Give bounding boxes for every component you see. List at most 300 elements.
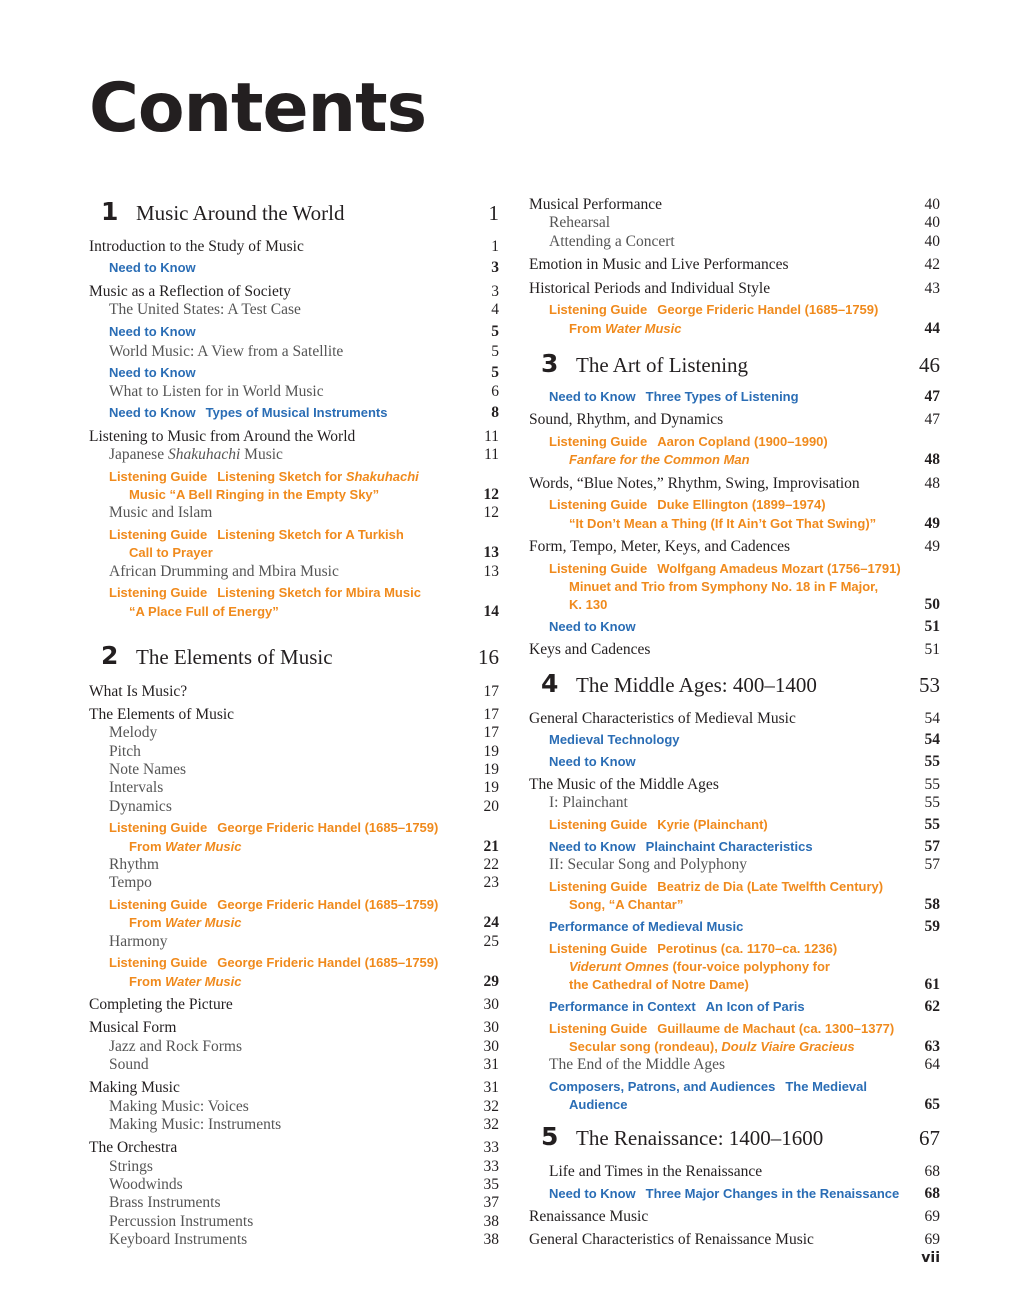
entry-italic-title: Fanfare for the Common Man (569, 452, 750, 467)
toc-subentry[interactable] (89, 724, 499, 742)
toc-entry[interactable] (529, 538, 940, 556)
listening-guide-continued[interactable] (89, 603, 499, 621)
entry-page-number: 14 (483, 603, 499, 620)
listening-guide-entry[interactable] (529, 301, 940, 319)
toc-subentry[interactable] (89, 1176, 499, 1194)
entry-text: Performance of Medieval Music (549, 919, 744, 934)
entry-text: Listening Sketch for A Turkish (217, 527, 404, 542)
entry-page-number: 57 (924, 856, 940, 873)
listening-guide-continued[interactable] (529, 451, 940, 469)
entry-text: Harmony (109, 933, 168, 950)
entry-text: George Frideric Handel (1685–1759) (217, 820, 439, 835)
chapter-title: The Middle Ages: 400–1400 (576, 673, 817, 697)
entry-page-number: 13 (483, 563, 499, 580)
entry-text: From (569, 321, 606, 336)
entry-text: Sound (109, 1056, 149, 1073)
entry-label: Performance in Context (549, 999, 696, 1014)
entry-text: The Orchestra (89, 1139, 178, 1156)
toc-subentry[interactable] (89, 301, 499, 319)
toc-entry[interactable] (89, 1019, 499, 1037)
entry-page-number: 20 (483, 798, 499, 815)
entry-text: II: Secular Song and Polyphony (549, 856, 748, 873)
entry-page-number: 40 (924, 233, 940, 250)
entry-text: Audience (569, 1097, 628, 1112)
entry-page-number: 37 (483, 1194, 499, 1211)
entry-page-number: 17 (483, 706, 499, 723)
entry-page-number: 61 (924, 976, 940, 993)
entry-label: Listening Guide (549, 941, 648, 956)
entry-page-number: 5 (491, 323, 499, 340)
toc-subentry[interactable] (89, 1194, 499, 1212)
entry-text: Intervals (109, 779, 164, 796)
entry-label: Listening Guide (109, 585, 208, 600)
entry-text: Types of Musical Instruments (205, 405, 388, 420)
entry-text: African Drumming and Mbira Music (109, 563, 339, 580)
toc-subentry[interactable] (89, 383, 499, 401)
entry-text: “It Don’t Mean a Thing (If It Ain’t Got That Swing)” (569, 516, 877, 531)
entry-text: An Icon of Paris (705, 999, 805, 1014)
entry-page-number: 24 (483, 914, 499, 931)
entry-text: Emotion in Music and Live Performances (529, 256, 789, 273)
entry-text: Rhythm (109, 856, 159, 873)
entry-text: The United States: A Test Case (109, 301, 301, 318)
feature-entry[interactable] (529, 1185, 940, 1203)
entry-page-number: 51 (924, 641, 940, 658)
entry-label: Listening Guide (549, 1021, 648, 1036)
feature-entry[interactable] (529, 918, 940, 936)
chapter-page-number: 67 (919, 1126, 940, 1150)
entry-text: Dynamics (109, 798, 172, 815)
chapter-heading[interactable] (89, 641, 499, 671)
chapter-page-number: 16 (478, 645, 499, 669)
entry-label: Listening Guide (549, 302, 648, 317)
entry-page-number: 35 (483, 1176, 499, 1193)
entry-text: Music (240, 446, 283, 463)
toc-subentry[interactable] (89, 446, 499, 464)
page-number: vii (921, 1250, 940, 1266)
entry-italic-title: Viderunt Omnes (569, 959, 669, 974)
entry-text: Song, “A Chantar” (569, 897, 684, 912)
entry-page-number: 23 (483, 874, 499, 891)
entry-page-number: 69 (924, 1231, 940, 1248)
listening-guide-continued[interactable] (529, 976, 940, 994)
chapter-number: 2 (101, 641, 119, 670)
chapter-title: The Art of Listening (576, 353, 749, 377)
entry-page-number: 44 (924, 320, 940, 337)
toc-subentry[interactable] (89, 1098, 499, 1116)
entry-text: Pitch (109, 743, 141, 760)
entry-text: The End of the Middle Ages (549, 1056, 726, 1073)
entry-page-number: 49 (924, 538, 940, 555)
entry-page-number: 8 (491, 404, 499, 421)
listening-guide-entry[interactable] (89, 896, 499, 914)
listening-guide-entry[interactable] (89, 468, 499, 486)
listening-guide-entry[interactable] (529, 878, 940, 896)
entry-label: Listening Guide (549, 434, 648, 449)
entry-page-number: 58 (924, 896, 940, 913)
entry-page-number: 49 (924, 515, 940, 532)
entry-page-number: 55 (924, 794, 940, 811)
toc-subentry[interactable] (89, 761, 499, 779)
chapter-page-number: 1 (488, 201, 499, 225)
feature-entry[interactable] (529, 618, 940, 636)
entry-page-number: 19 (483, 779, 499, 796)
feature-entry[interactable] (529, 388, 940, 406)
entry-text: Music “A Bell Ringing in the Empty Sky” (129, 487, 380, 502)
listening-guide-continued[interactable] (89, 486, 499, 504)
entry-text: Need to Know (109, 324, 196, 339)
listening-guide-entry[interactable] (89, 584, 499, 602)
entry-page-number: 11 (484, 428, 499, 445)
listening-guide-entry[interactable] (89, 954, 499, 972)
entry-label: Listening Guide (549, 497, 648, 512)
toc-entry[interactable] (529, 475, 940, 493)
toc-subentry[interactable] (89, 856, 499, 874)
entry-text: Keys and Cadences (529, 641, 651, 658)
entry-page-number: 33 (483, 1158, 499, 1175)
entry-page-number: 47 (924, 411, 940, 428)
entry-text: the Cathedral of Notre Dame) (569, 977, 749, 992)
page-title: Contents (89, 69, 427, 148)
entry-text: Japanese (109, 446, 168, 463)
entry-label: Listening Guide (109, 527, 208, 542)
toc-entry[interactable] (529, 196, 940, 214)
listening-guide-entry[interactable] (529, 940, 940, 958)
listening-guide-continued[interactable] (529, 320, 940, 338)
toc-subentry[interactable] (529, 794, 940, 812)
entry-italic-title: Doulz Viaire Gracieus (721, 1039, 855, 1054)
toc-subentry[interactable] (89, 874, 499, 892)
chapter-heading[interactable] (529, 349, 940, 379)
entry-text: Aaron Copland (1900–1990) (657, 434, 828, 449)
toc-entry[interactable] (529, 280, 940, 298)
toc-entry[interactable] (89, 1139, 499, 1157)
entry-page-number: 43 (924, 280, 940, 297)
listening-guide-entry[interactable] (529, 560, 940, 578)
entry-italic-title: Water Music (605, 321, 682, 336)
entry-page-number: 12 (483, 486, 499, 503)
listening-guide-continued[interactable] (529, 896, 940, 914)
entry-page-number: 48 (924, 451, 940, 468)
entry-text: Rehearsal (549, 214, 611, 231)
toc-entry[interactable] (529, 411, 940, 429)
toc-entry[interactable] (529, 1208, 940, 1226)
entry-text: I: Plainchant (549, 794, 628, 811)
toc-subentry[interactable] (89, 743, 499, 761)
entry-text: Perotinus (ca. 1170–ca. 1236) (657, 941, 838, 956)
entry-page-number: 3 (491, 283, 499, 300)
entry-page-number: 32 (483, 1116, 499, 1133)
chapter-heading[interactable] (529, 669, 940, 699)
entry-page-number: 40 (924, 214, 940, 231)
entry-text: Music and Islam (109, 504, 213, 521)
entry-text: Need to Know (109, 260, 196, 275)
toc-subentry[interactable] (89, 1158, 499, 1176)
toc-entry[interactable] (529, 1231, 940, 1249)
entry-text: George Frideric Handel (1685–1759) (657, 302, 879, 317)
toc-subentry[interactable] (529, 233, 940, 251)
feature-entry[interactable] (89, 323, 499, 341)
entry-page-number: 51 (924, 618, 940, 635)
entry-page-number: 11 (484, 446, 499, 463)
entry-text: Words, “Blue Notes,” Rhythm, Swing, Improvisation (529, 475, 860, 492)
chapter-heading[interactable] (89, 197, 499, 227)
listening-guide-continued[interactable] (89, 973, 499, 991)
toc-subentry[interactable] (89, 1116, 499, 1134)
entry-text: Kyrie (Plainchant) (657, 817, 768, 832)
entry-page-number: 50 (924, 596, 940, 613)
chapter-title: The Renaissance: 1400–1600 (576, 1126, 824, 1150)
entry-text: What to Listen for in World Music (109, 383, 324, 400)
toc-entry[interactable] (89, 706, 499, 724)
entry-page-number: 54 (924, 710, 940, 727)
entry-text: Completing the Picture (89, 996, 233, 1013)
listening-guide-entry[interactable] (89, 526, 499, 544)
entry-text: Making Music: Instruments (109, 1116, 282, 1133)
toc-subentry[interactable] (529, 214, 940, 232)
entry-text: Life and Times in the Renaissance (549, 1163, 763, 1180)
entry-text: Secular song (rondeau), (569, 1039, 722, 1054)
listening-guide-continued[interactable] (529, 1038, 940, 1056)
entry-text: (four-voice polyphony for (668, 959, 830, 974)
entry-page-number: 55 (924, 816, 940, 833)
toc-subentry[interactable] (89, 1038, 499, 1056)
entry-text: Strings (109, 1158, 153, 1175)
entry-text: Musical Form (89, 1019, 177, 1036)
entry-text: From (129, 839, 166, 854)
entry-text: General Characteristics of Medieval Music (529, 710, 796, 727)
entry-text: Attending a Concert (549, 233, 675, 250)
chapter-page-number: 46 (919, 353, 940, 377)
entry-page-number: 30 (483, 1038, 499, 1055)
entry-text: Three Types of Listening (645, 389, 799, 404)
toc-subentry[interactable] (89, 933, 499, 951)
toc-subentry[interactable] (89, 779, 499, 797)
entry-text: Sound, Rhythm, and Dynamics (529, 411, 724, 428)
listening-guide-continued[interactable] (529, 958, 940, 976)
entry-text: Call to Prayer (129, 545, 213, 560)
entry-page-number: 32 (483, 1098, 499, 1115)
entry-page-number: 57 (924, 838, 940, 855)
entry-label: Listening Guide (109, 955, 208, 970)
entry-text: Plainchaint Characteristics (645, 839, 813, 854)
entry-text: Musical Performance (529, 196, 662, 213)
entry-text: World Music: A View from a Satellite (109, 343, 344, 360)
toc-subentry[interactable] (529, 1163, 940, 1181)
listening-guide-entry[interactable] (89, 819, 499, 837)
toc-subentry[interactable] (89, 343, 499, 361)
chapter-title: Music Around the World (136, 201, 345, 225)
entry-page-number: 5 (491, 343, 499, 360)
entry-page-number: 38 (483, 1213, 499, 1230)
listening-guide-continued[interactable] (89, 838, 499, 856)
entry-label: Listening Guide (549, 561, 648, 576)
entry-text: Guillaume de Machaut (ca. 1300–1377) (657, 1021, 895, 1036)
listening-guide-continued[interactable] (529, 578, 940, 596)
entry-page-number: 31 (483, 1079, 499, 1096)
listening-guide-continued[interactable] (529, 596, 940, 614)
toc-entry[interactable] (529, 256, 940, 274)
feature-entry[interactable] (89, 364, 499, 382)
entry-label: Listening Guide (549, 879, 648, 894)
entry-text: Melody (109, 724, 158, 741)
entry-page-number: 42 (924, 256, 940, 273)
feature-entry[interactable] (529, 998, 940, 1016)
entry-text: Jazz and Rock Forms (109, 1038, 243, 1055)
entry-page-number: 48 (924, 475, 940, 492)
entry-page-number: 19 (483, 761, 499, 778)
entry-page-number: 12 (483, 504, 499, 521)
entry-text: Form, Tempo, Meter, Keys, and Cadences (529, 538, 791, 555)
toc-subentry[interactable] (89, 798, 499, 816)
entry-label: Need to Know (549, 839, 636, 854)
chapter-number: 4 (541, 669, 559, 698)
feature-entry[interactable] (529, 838, 940, 856)
chapter-heading[interactable] (529, 1122, 940, 1152)
entry-page-number: 22 (483, 856, 499, 873)
toc-entry[interactable] (529, 710, 940, 728)
entry-text: Renaissance Music (529, 1208, 649, 1225)
entry-page-number: 31 (483, 1056, 499, 1073)
entry-page-number: 64 (924, 1056, 940, 1073)
entry-text: Listening Sketch for Mbira Music (217, 585, 421, 600)
entry-label: Listening Guide (109, 897, 208, 912)
entry-text: Three Major Changes in the Renaissance (645, 1186, 900, 1201)
entry-text: Note Names (109, 761, 187, 778)
listening-guide-entry[interactable] (529, 816, 940, 834)
entry-page-number: 55 (924, 776, 940, 793)
entry-page-number: 1 (491, 238, 499, 255)
entry-page-number: 55 (924, 753, 940, 770)
entry-text: Need to Know (549, 619, 636, 634)
entry-page-number: 68 (924, 1185, 940, 1202)
entry-text: From (129, 974, 166, 989)
listening-guide-continued[interactable] (89, 544, 499, 562)
entry-text: Listening Sketch for (217, 469, 346, 484)
toc-entry[interactable] (89, 238, 499, 256)
entry-page-number: 3 (491, 259, 499, 276)
toc-entry[interactable] (89, 283, 499, 301)
entry-page-number: 47 (924, 388, 940, 405)
entry-page-number: 38 (483, 1231, 499, 1248)
feature-entry[interactable] (529, 1078, 940, 1096)
feature-entry[interactable] (529, 731, 940, 749)
entry-page-number: 65 (924, 1096, 940, 1113)
chapter-number: 1 (101, 197, 119, 226)
entry-page-number: 40 (924, 196, 940, 213)
toc-subentry[interactable] (529, 856, 940, 874)
entry-page-number: 69 (924, 1208, 940, 1225)
entry-text: Beatriz de Dia (Late Twelfth Century) (657, 879, 884, 894)
entry-text: Making Music: Voices (109, 1098, 249, 1115)
entry-page-number: 29 (483, 973, 499, 990)
entry-page-number: 30 (483, 1019, 499, 1036)
entry-text: The Music of the Middle Ages (529, 776, 719, 793)
entry-page-number: 33 (483, 1139, 499, 1156)
entry-italic-title: Shakuhachi (167, 446, 241, 463)
entry-page-number: 21 (483, 838, 499, 855)
entry-text: The Medieval (785, 1079, 867, 1094)
entry-page-number: 13 (483, 544, 499, 561)
toc-entry[interactable] (89, 428, 499, 446)
entry-page-number: 54 (924, 731, 940, 748)
toc-subentry[interactable] (89, 1231, 499, 1249)
listening-guide-continued[interactable] (89, 914, 499, 932)
entry-label: Listening Guide (109, 469, 208, 484)
entry-italic-title: Water Music (165, 974, 242, 989)
entry-italic-title: Water Music (165, 915, 242, 930)
entry-page-number: 30 (483, 996, 499, 1013)
entry-text: Woodwinds (109, 1176, 183, 1193)
entry-page-number: 4 (491, 301, 499, 318)
listening-guide-entry[interactable] (529, 433, 940, 451)
feature-entry[interactable] (89, 404, 499, 422)
listening-guide-entry[interactable] (529, 1020, 940, 1038)
toc-subentry[interactable] (89, 1056, 499, 1074)
listening-guide-entry[interactable] (529, 496, 940, 514)
entry-label: Listening Guide (549, 817, 648, 832)
entry-page-number: 68 (924, 1163, 940, 1180)
toc-entry[interactable] (89, 683, 499, 701)
entry-text: Historical Periods and Individual Style (529, 280, 771, 297)
entry-label: Listening Guide (109, 820, 208, 835)
entry-text: Making Music (89, 1079, 180, 1096)
entry-text: Duke Ellington (1899–1974) (657, 497, 826, 512)
entry-italic-title: Shakuhachi (345, 469, 419, 484)
toc-subentry[interactable] (89, 504, 499, 522)
entry-label: Composers, Patrons, and Audiences (549, 1079, 776, 1094)
entry-text: Introduction to the Study of Music (89, 238, 304, 255)
entry-text: Percussion Instruments (109, 1213, 254, 1230)
entry-text: Medieval Technology (549, 732, 680, 747)
toc-subentry[interactable] (89, 563, 499, 581)
entry-text: Tempo (109, 874, 152, 891)
chapter-number: 5 (541, 1122, 559, 1151)
toc-entry[interactable] (529, 776, 940, 794)
entry-label: Need to Know (549, 1186, 636, 1201)
toc-entry[interactable] (89, 1079, 499, 1097)
entry-page-number: 5 (491, 364, 499, 381)
entry-page-number: 19 (483, 743, 499, 760)
entry-text: Wolfgang Amadeus Mozart (1756–1791) (657, 561, 901, 576)
entry-text: “A Place Full of Energy” (129, 604, 279, 619)
entry-text: From (129, 915, 166, 930)
entry-label: Need to Know (109, 405, 196, 420)
entry-text: Keyboard Instruments (109, 1231, 248, 1248)
toc-entry[interactable] (89, 996, 499, 1014)
entry-label: Need to Know (549, 389, 636, 404)
listening-guide-continued[interactable] (529, 515, 940, 533)
toc-subentry[interactable] (529, 1056, 940, 1074)
entry-text: George Frideric Handel (1685–1759) (217, 897, 439, 912)
toc-subentry[interactable] (89, 1213, 499, 1231)
chapter-number: 3 (541, 349, 559, 378)
entry-page-number: 6 (491, 383, 499, 400)
entry-page-number: 63 (924, 1038, 940, 1055)
chapter-title: The Elements of Music (136, 645, 333, 669)
entry-text: Need to Know (549, 754, 636, 769)
feature-entry[interactable] (529, 753, 940, 771)
entry-page-number: 17 (483, 724, 499, 741)
entry-text: Listening to Music from Around the World (89, 428, 356, 445)
entry-text: The Elements of Music (89, 706, 235, 723)
entry-page-number: 59 (924, 918, 940, 935)
feature-entry-continued[interactable] (529, 1096, 940, 1114)
feature-entry[interactable] (89, 259, 499, 277)
entry-page-number: 17 (483, 683, 499, 700)
toc-entry[interactable] (529, 641, 940, 659)
entry-text: George Frideric Handel (1685–1759) (217, 955, 439, 970)
